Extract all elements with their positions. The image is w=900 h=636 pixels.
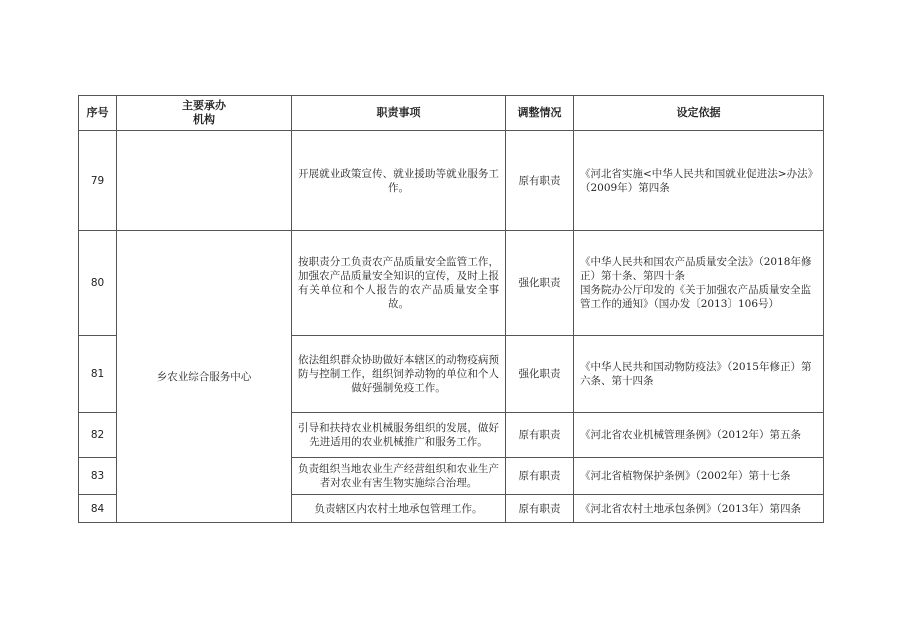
row-no: 82 [79, 413, 117, 458]
row-basis [574, 131, 824, 231]
row-adjust: 原有职责 [506, 413, 574, 458]
header-duty: 职责事项 [292, 96, 506, 131]
table-row [79, 131, 824, 231]
row-basis [574, 336, 824, 413]
row-adjust: 原有职责 [506, 131, 574, 231]
basis-line: 《河北省实施<中华人民共和国就业促进法>办法》（2009年）第四条 [580, 167, 813, 194]
row-basis [574, 495, 824, 523]
row-adjust: 强化职责 [506, 231, 574, 336]
header-no: 序号 [79, 96, 117, 131]
basis-line: 《河北省植物保护条例》（2002年）第十七条 [580, 470, 791, 482]
table-row [79, 231, 824, 336]
row-no: 79 [79, 131, 117, 231]
row-no: 81 [79, 336, 117, 413]
header-org [117, 96, 292, 131]
header-org-line2: 机构 [193, 113, 215, 126]
row-no: 80 [79, 231, 117, 336]
row-basis [574, 413, 824, 458]
row-no: 83 [79, 458, 117, 495]
row-duty: 依法组织群众协助做好本辖区的动物疫病预防与控制工作，组织饲养动物的单位和个人做好强制免疫工作。 [292, 336, 506, 413]
row-adjust: 强化职责 [506, 336, 574, 413]
row-duty: 按职责分工负责农产品质量安全监管工作，加强农产品质量安全知识的宣传，及时上报有关单位和个人报告的农产品质量安全事故。 [292, 231, 506, 336]
basis-line: 国务院办公厅印发的《关于加强农产品质量安全监管工作的通知》（国办发〔2013〕106号） [580, 284, 811, 310]
row-duty: 负责辖区内农村土地承包管理工作。 [292, 495, 506, 523]
row-basis [574, 458, 824, 495]
header-adjust: 调整情况 [506, 96, 574, 131]
basis-line: 《中华人民共和国动物防疫法》（2015年修正）第六条、第十四条 [580, 361, 812, 387]
row-org-empty [117, 131, 292, 231]
table-header-row [79, 96, 824, 131]
header-basis: 设定依据 [574, 96, 824, 131]
basis-line: 《河北省农村土地承包条例》（2013年）第四条 [580, 502, 801, 515]
row-adjust: 原有职责 [506, 495, 574, 523]
row-adjust: 原有职责 [506, 458, 574, 495]
row-org: 乡农业综合服务中心 [117, 231, 292, 523]
row-duty: 开展就业政策宣传、就业援助等就业服务工作。 [292, 131, 506, 231]
row-duty: 引导和扶持农业机械服务组织的发展，做好先进适用的农业机械推广和服务工作。 [292, 413, 506, 458]
basis-line: 《中华人民共和国农产品质量安全法》（2018年修正）第十条、第四十条 [580, 256, 812, 282]
row-no: 84 [79, 495, 117, 523]
row-basis [574, 231, 824, 336]
duty-table [78, 95, 824, 523]
basis-line: 《河北省农业机械管理条例》（2012年）第五条 [580, 429, 801, 441]
row-duty: 负责组织当地农业生产经营组织和农业生产者对农业有害生物实施综合治理。 [292, 458, 506, 495]
header-org-line1: 主要承办 [182, 99, 226, 112]
